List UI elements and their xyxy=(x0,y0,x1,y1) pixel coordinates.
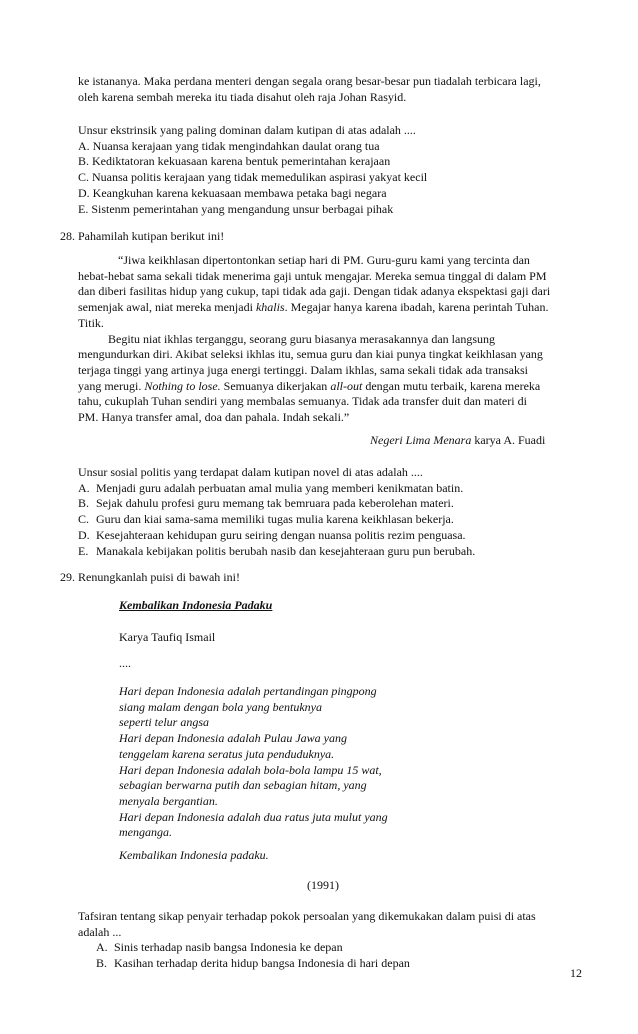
source-title: Negeri Lima Menara xyxy=(370,433,472,447)
excerpt-line: tahu, cukuplah Tuhan sendiri yang membalas semuanya. Tidak ada transfer duit dan materi di xyxy=(78,394,527,409)
passage-continuation xyxy=(78,74,584,105)
poem-line: seperti telur angsa xyxy=(119,715,209,730)
poem-line: menyala bergantian. xyxy=(119,793,218,808)
option-d: D. Keangkuhan karena kekuasaan membawa petaka bagi negara xyxy=(78,185,387,200)
poem-title: Kembalikan Indonesia Padaku xyxy=(119,598,273,612)
poem-line: Hari depan Indonesia adalah Pulau Jawa yang xyxy=(119,731,347,746)
question-stem: Unsur sosial politis yang terdapat dalam kutipan novel di atas adalah .... xyxy=(78,465,423,479)
novel-excerpt xyxy=(78,253,584,426)
poem-line: tenggelam karena seratus juta penduduknya. xyxy=(119,746,335,761)
question-stem: Unsur ekstrinsik yang paling dominan dalam kutipan di atas adalah .... xyxy=(78,123,416,137)
excerpt-line: mengundurkan diri. Akibat seleksi ikhlas itu, semua guru dan kiai punya tingkat keikhlasan yang xyxy=(78,347,543,362)
question-29-options xyxy=(78,909,584,972)
excerpt-line: PM. Hanya transfer amal, doa dan pahala. Indah sekali.” xyxy=(78,410,350,425)
excerpt-line: yang merugi. Nothing to lose. Semuanya dikerjakan all-out dengan mutu terbaik, karena mereka xyxy=(78,378,541,393)
option-b: B. Kasihan terhadap derita hidup bangsa Indonesia di hari depan xyxy=(96,956,410,971)
option-e: E. Manakala kebijakan politis berubah nasib dan kesejahteraan guru pun berubah. xyxy=(78,543,476,558)
poem-line: Hari depan Indonesia adalah dua ratus juta mulut yang xyxy=(119,809,388,824)
question-prompt: Renungkanlah puisi di bawah ini! xyxy=(78,570,240,584)
excerpt-line: “Jiwa keikhlasan dipertontonkan setiap hari di PM. Guru-guru kami yang tercinta dan xyxy=(118,253,530,267)
question-28-options xyxy=(78,465,584,559)
option-a: A. Nuansa kerajaan yang tidak mengindahkan daulat orang tua xyxy=(78,138,380,153)
option-b: B. Kediktatoran kekuasaan karena bentuk pemerintahan kerajaan xyxy=(78,154,391,169)
option-b: B. Sejak dahulu profesi guru memang tak bemruara pada keberolehan materi. xyxy=(78,496,454,511)
question-28-header xyxy=(60,229,224,245)
option-e: E. Sistenm pemerintahan yang mengandung unsur berbagai pihak xyxy=(78,201,394,216)
excerpt-line: Begitu niat ikhlas terganggu, seorang guru biasanya merasakannya dan langsung xyxy=(108,331,496,346)
poem-line: Hari depan Indonesia adalah pertandingan pingpong xyxy=(119,684,377,698)
source-author: karya A. Fuadi xyxy=(471,433,546,447)
question-prompt: Pahamilah kutipan berikut ini! xyxy=(78,229,225,243)
excerpt-source xyxy=(370,433,545,449)
poem-author: Karya Taufiq Ismail xyxy=(119,630,216,644)
passage-line: ke istananya. Maka perdana menteri dengan segala orang besar-besar pun tiadalah terbicara lagi, xyxy=(78,74,541,88)
poem-closing: Kembalikan Indonesia padaku. xyxy=(119,848,269,862)
italic-term: Nothing to lose. xyxy=(144,378,221,393)
excerpt-line: hebat-hebat sama sekali tidak menerima gaji untuk mengajar. Mereka semua tinggal di dalam PM xyxy=(78,268,547,283)
italic-term: all-out xyxy=(330,378,363,393)
poem-line: sebagian berwarna putih dan sebagian hitam, yang xyxy=(119,778,367,793)
passage-line: oleh karena sembah mereka itu tiada disahut oleh raja Johan Rasyid. xyxy=(78,89,407,104)
option-a: A. Sinis terhadap nasib bangsa Indonesia ke depan xyxy=(96,940,343,955)
question-27 xyxy=(78,123,584,217)
poem-line: menganga. xyxy=(119,825,172,840)
excerpt-line: semenjak awal, niat mereka menjadi khalis. Megajar hanya karena ibadah, karena perintah Tuhan. xyxy=(78,300,549,315)
excerpt-line: terjaga tinggi yang artinya juga energi tertinggi. Dalam ikhlas, sama sekali tidak ada transaksi xyxy=(78,362,528,377)
poem-line: siang malam dengan bola yang bentuknya xyxy=(119,699,322,714)
question-stem: adalah ... xyxy=(78,924,122,939)
question-stem: Tafsiran tentang sikap penyair terhadap pokok persoalan yang dikemukakan dalam puisi di atas xyxy=(78,909,536,923)
option-d: D. Kesejahteraan kehidupan guru seiring dengan nuansa politis rezim penguasa. xyxy=(78,527,466,542)
page-number: 12 xyxy=(570,966,582,980)
excerpt-line: Titik. xyxy=(78,315,104,330)
option-c: C. Guru dan kiai sama-sama memiliki tugas mulia karena keikhlasan bekerja. xyxy=(78,512,454,527)
poem-line: Hari depan Indonesia adalah bola-bola lampu 15 wat, xyxy=(119,762,382,777)
poem-year: (1991) xyxy=(307,878,339,892)
question-number: 28. xyxy=(60,229,75,243)
option-c: C. Nuansa politis kerajaan yang tidak memedulikan aspirasi yakyat kecil xyxy=(78,170,428,185)
italic-term: khalis xyxy=(255,300,285,315)
poem-ellipsis: .... xyxy=(119,656,131,670)
question-29-header xyxy=(60,570,240,586)
excerpt-line: dan diberi fasilitas hidup yang cukup, tapi tidak ada gaji. Dengan tidak adanya ekspektasi gaji dari xyxy=(78,284,551,299)
option-a: A. Menjadi guru adalah perbuatan amal mulia yang memberi kenikmatan batin. xyxy=(78,480,464,495)
poem-body xyxy=(119,684,539,841)
question-number: 29. xyxy=(60,570,75,584)
